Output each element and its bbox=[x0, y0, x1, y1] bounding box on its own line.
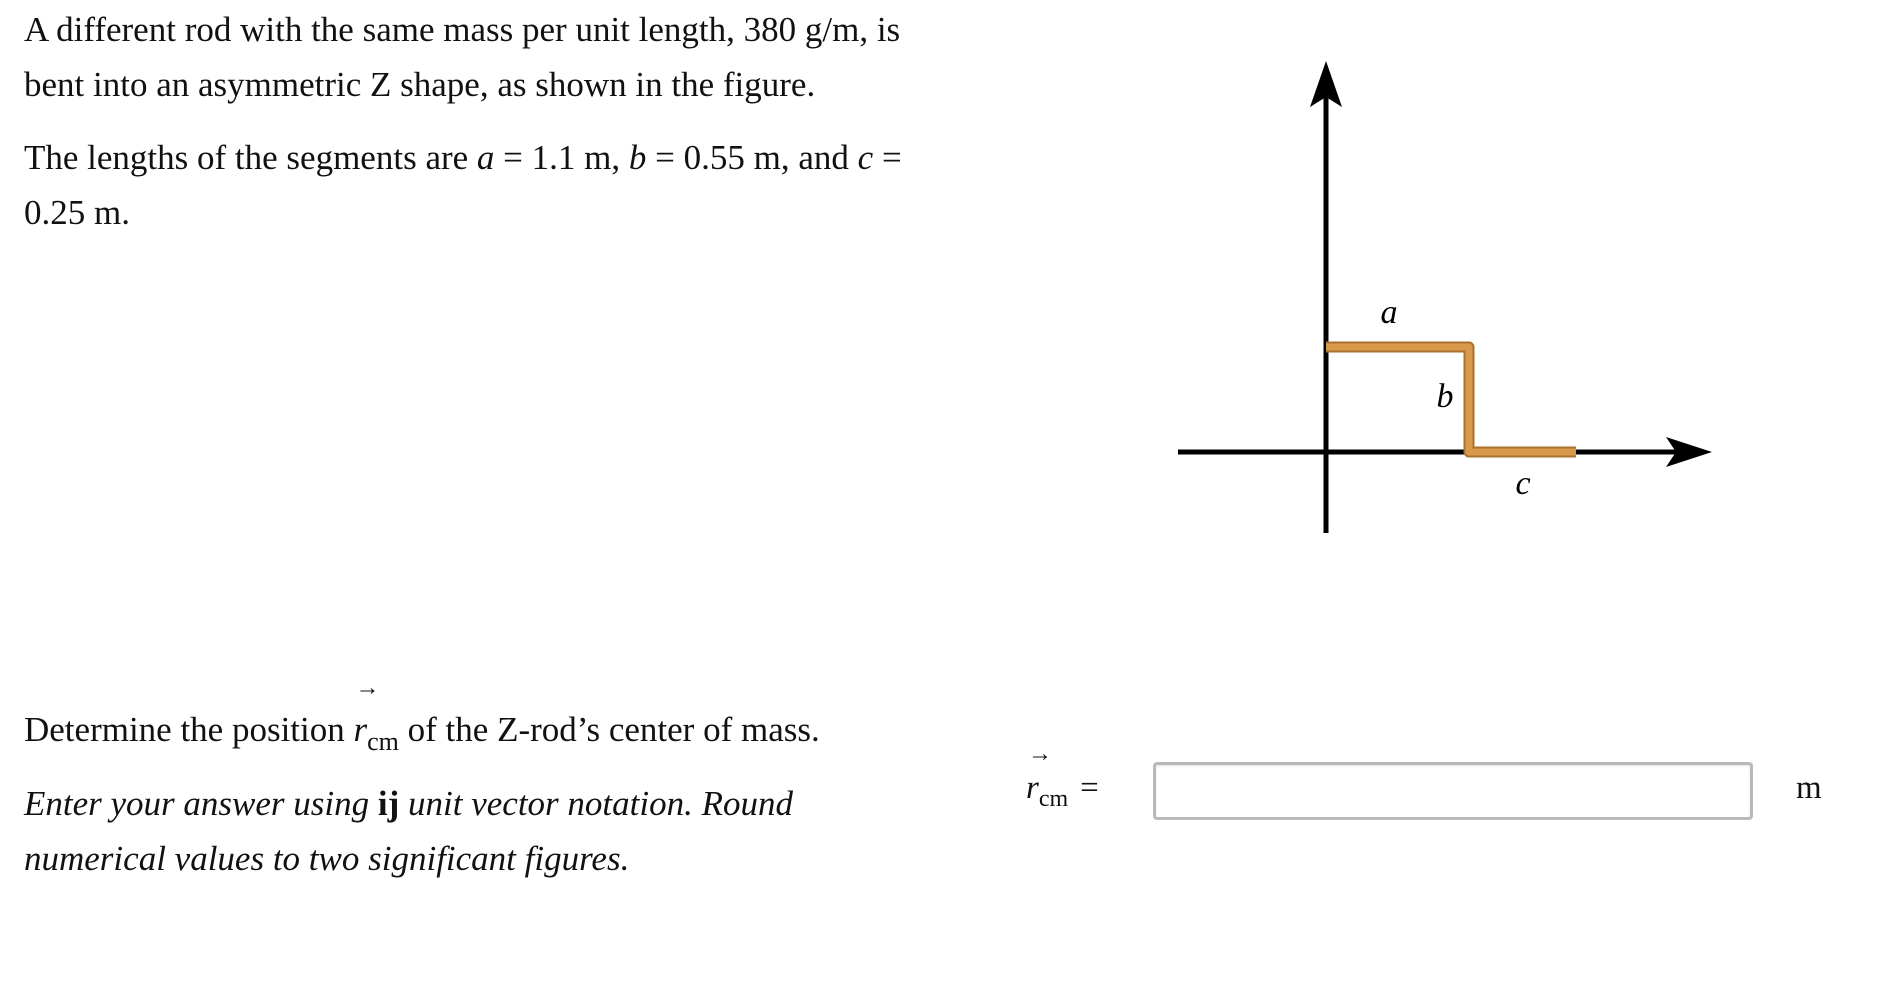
question bbox=[24, 675, 924, 760]
answer-input[interactable] bbox=[1153, 762, 1753, 820]
lengths-prefix: The lengths of the segments are bbox=[24, 138, 477, 177]
label-a: a bbox=[1380, 294, 1398, 331]
question-prefix: Determine the position bbox=[24, 710, 354, 749]
problem-intro-text: A different rod with the same mass per unit length, 380 g/m, is bent into an asymmetric Z shape, as shown in the figure. bbox=[24, 10, 901, 104]
problem-intro bbox=[24, 2, 924, 112]
instr-bold: ij bbox=[377, 784, 400, 823]
var-a: a bbox=[476, 138, 495, 177]
question-suffix: of the Z-rod’s center of mass. bbox=[398, 710, 820, 749]
answer-equals: = bbox=[1080, 770, 1099, 806]
value-c: = 0.25 m. bbox=[24, 138, 902, 232]
var-b: b bbox=[628, 138, 647, 177]
answer-label bbox=[1026, 741, 1099, 812]
instructions bbox=[24, 776, 844, 886]
answer-unit: m bbox=[1796, 770, 1822, 806]
cm-subscript: cm bbox=[367, 727, 399, 756]
r-cm-symbol bbox=[353, 675, 380, 757]
answer-cm-subscript: cm bbox=[1038, 786, 1069, 812]
answer-r-cm-symbol bbox=[1026, 741, 1052, 808]
instr-prefix: Enter your answer using bbox=[24, 784, 378, 823]
answer-r-letter: r bbox=[1026, 770, 1039, 806]
answer-row bbox=[1026, 741, 1856, 832]
label-c: c bbox=[1515, 465, 1531, 502]
r-letter: r bbox=[353, 710, 368, 749]
problem-lengths bbox=[24, 130, 924, 240]
value-b: = 0.55 m, and bbox=[646, 138, 858, 177]
value-a: = 1.1 m, bbox=[494, 138, 629, 177]
vector-arrow-icon: → bbox=[355, 675, 380, 701]
instr-suffix: unit vector notation. Round numerical values to two significant figures. bbox=[24, 784, 793, 878]
label-b: b bbox=[1436, 378, 1454, 415]
var-c: c bbox=[857, 138, 874, 177]
answer-vector-arrow-icon: → bbox=[1028, 741, 1052, 767]
z-rod-figure bbox=[1160, 55, 1720, 545]
